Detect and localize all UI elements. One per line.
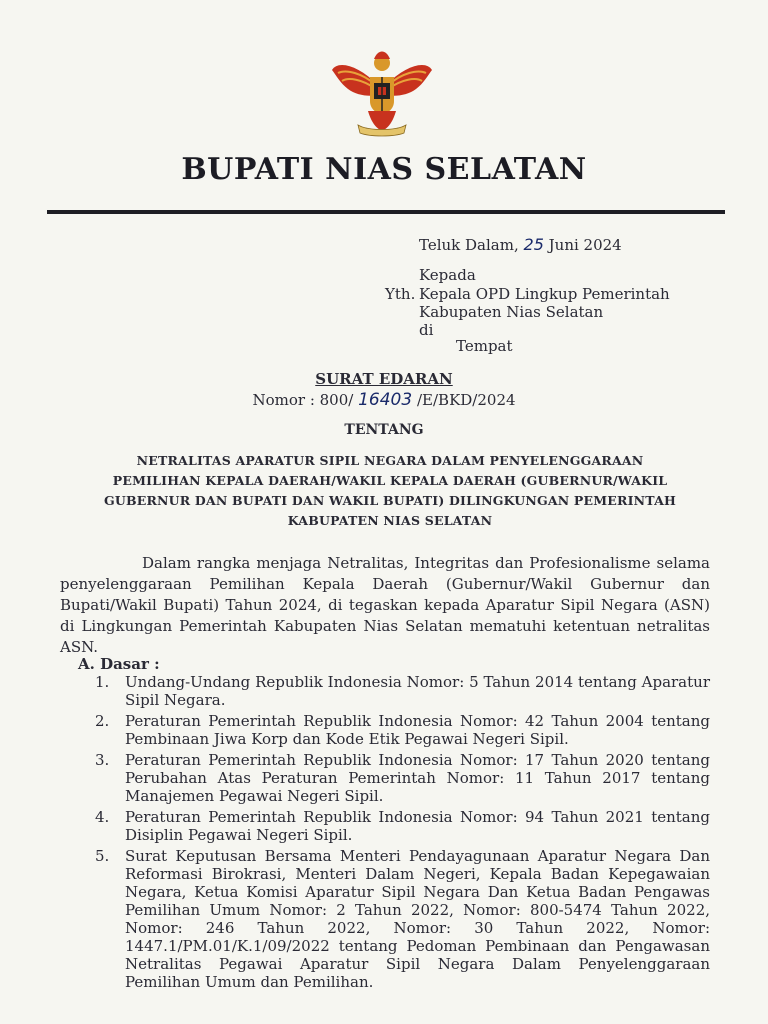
nomor-suffix: /E/BKD/2024: [416, 391, 516, 409]
garuda-emblem-icon: [328, 45, 436, 137]
list-item: [95, 847, 710, 991]
intro-paragraph: [60, 553, 710, 658]
nomor-handwritten: 16403: [358, 390, 413, 410]
item-number: 1.: [95, 673, 110, 691]
recipient-tempat: Tempat: [456, 337, 513, 355]
date-month-year: Juni 2024: [548, 236, 622, 254]
subject-heading: [60, 451, 720, 531]
item-number: 5.: [95, 847, 110, 865]
subject-line: GUBERNUR DAN BUPATI DAN WAKIL BUPATI) DILINGKUNGAN PEMERINTAH: [103, 493, 676, 508]
list-item: [95, 751, 710, 805]
nomor-prefix: Nomor : 800/: [252, 391, 354, 409]
item-number: 3.: [95, 751, 110, 769]
surat-title: SURAT EDARAN: [315, 370, 453, 388]
subject-line: NETRALITAS APARATUR SIPIL NEGARA DALAM PENYELENGGARAAN: [136, 453, 644, 468]
recipient-di: di: [419, 321, 434, 339]
surat-nomor: [0, 390, 768, 410]
subject-line: KABUPATEN NIAS SELATAN: [287, 513, 493, 528]
item-number: 2.: [95, 712, 110, 730]
recipient-line2: Kabupaten Nias Selatan: [419, 303, 604, 321]
item-text: Peraturan Pemerintah Republik Indonesia Nomor: 17 Tahun 2020 tentang Perubahan Atas Peraturan Pemerintah Nomor: 11 Tahun 2017 tentang Manajemen Pegawai Negeri Sipil.: [125, 751, 710, 805]
subject-line: PEMILIHAN KEPALA DAERAH/WAKIL KEPALA DAERAH (GUBERNUR/WAKIL: [112, 473, 668, 488]
item-text: Surat Keputusan Bersama Menteri Pendayagunaan Aparatur Negara Dan Reformasi Birokrasi, Menteri Dalam Negeri, Kepala Badan Kepegawaian Negara, Ketua Komisi Aparatur Sipil Negara Dan Ketua Badan Pengawas Pemilihan Umum Nomor: 2 Tahun 2022, Nomor: 800-5474 Tahun 2022, Nomor: 246 Tahun 2022, Nomor: 30 Tahun 2022, Nomor: 1447.1/PM.01/K.1/09/2022 tentang Pedoman Pembinaan dan Pengawasan Netralitas Pegawai Aparatur Sipil Negara Dalam Penyelenggaraan Pemilihan Umum dan Pemilihan.: [125, 847, 710, 991]
letterhead-title: BUPATI NIAS SELATAN: [181, 152, 587, 187]
item-text: Peraturan Pemerintah Republik Indonesia Nomor: 94 Tahun 2021 tentang Disiplin Pegawai Negeri Sipil.: [125, 808, 710, 844]
date-day-handwritten: 25: [523, 235, 544, 254]
intro-text: Dalam rangka menjaga Netralitas, Integritas dan Profesionalisme selama penyelenggaraan Pemilihan Kepala Daerah (Gubernur/Wakil Gubernur dan Bupati/Wakil Bupati) Tahun 2024, di tegaskan kepada Aparatur Sipil Negara (ASN) di Lingkungan Pemerintah Kabupaten Nias Selatan mematuhi ketentuan netralitas ASN.: [60, 554, 710, 656]
recipient-kepada: Kepada: [419, 266, 476, 284]
tentang-heading: TENTANG: [344, 422, 424, 438]
list-item: [95, 808, 710, 844]
item-text: Peraturan Pemerintah Republik Indonesia Nomor: 42 Tahun 2004 tentang Pembinaan Jiwa Korp dan Kode Etik Pegawai Negeri Sipil.: [125, 712, 710, 748]
recipient-yth: Yth.: [385, 285, 416, 303]
list-item: [95, 673, 710, 709]
recipient-line1: Kepala OPD Lingkup Pemerintah: [419, 285, 670, 303]
letter-date: [419, 235, 622, 254]
section-a-heading: A. Dasar :: [78, 655, 160, 673]
dasar-list: [95, 673, 710, 994]
letterhead-rule: [47, 210, 725, 214]
item-text: Undang-Undang Republik Indonesia Nomor: 5 Tahun 2014 tentang Aparatur Sipil Negara.: [125, 673, 710, 709]
date-place: Teluk Dalam,: [419, 236, 519, 254]
list-item: [95, 712, 710, 748]
item-number: 4.: [95, 808, 110, 826]
